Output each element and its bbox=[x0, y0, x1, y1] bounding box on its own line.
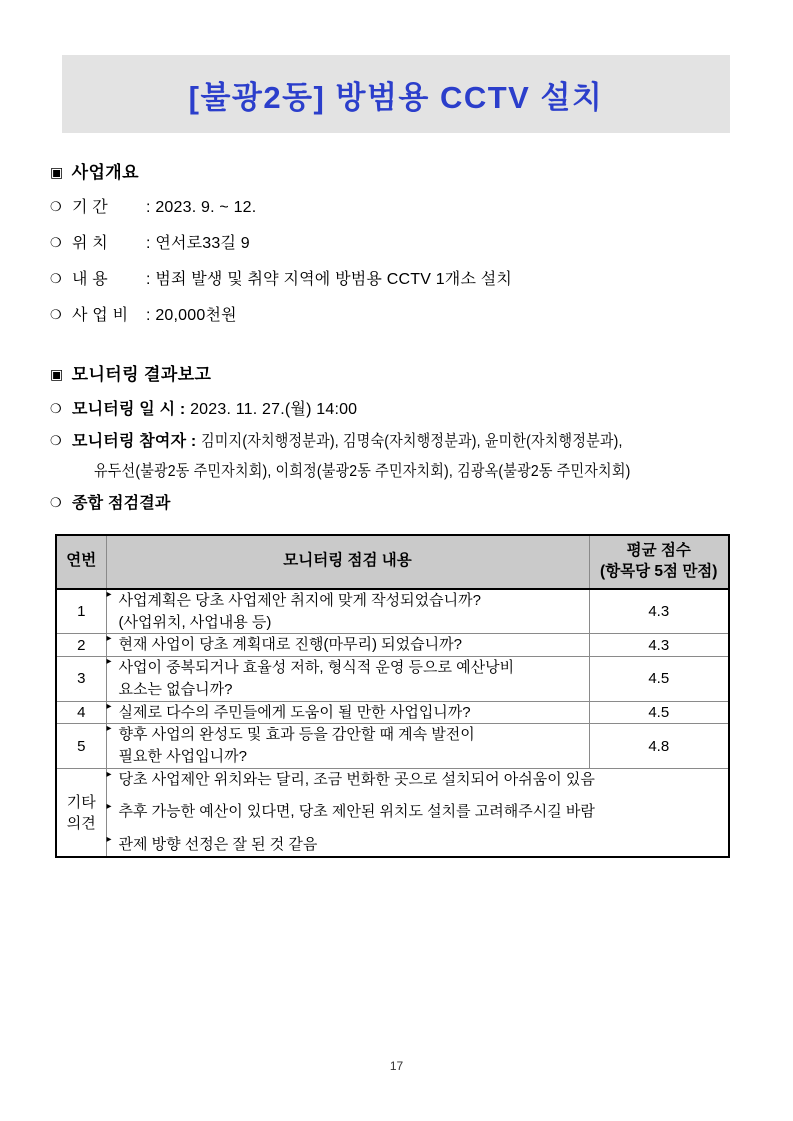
row-score: 4.5 bbox=[589, 701, 729, 724]
overview-item-budget bbox=[72, 302, 750, 325]
overview-label: 위 치 bbox=[72, 235, 108, 252]
circle-bullet-icon: ❍ bbox=[50, 401, 62, 416]
overview-separator: : bbox=[146, 271, 151, 288]
other-opinions-content bbox=[106, 768, 729, 857]
column-header-score-line2: (항목당 5점 만점) bbox=[600, 562, 718, 580]
opinion-item bbox=[107, 834, 729, 857]
overview-value: 2023. 9. ~ 12. bbox=[155, 199, 257, 216]
row-score: 4.3 bbox=[589, 634, 729, 657]
triangle-bullet-icon: ▸ bbox=[106, 768, 112, 780]
list-item bbox=[50, 302, 750, 325]
row-number: 1 bbox=[56, 589, 106, 634]
row-item bbox=[106, 657, 589, 702]
column-header-score-line1: 평균 점수 bbox=[626, 542, 691, 559]
monitoring-result-label: 종합 점검결과 bbox=[72, 495, 171, 512]
triangle-bullet-icon: ▸ bbox=[106, 801, 112, 813]
section-marker-icon: ▣ bbox=[50, 366, 64, 382]
page-number: 17 bbox=[389, 1059, 404, 1073]
table-row bbox=[56, 634, 729, 657]
monitoring-datetime bbox=[72, 396, 750, 419]
other-opinions-label bbox=[56, 768, 106, 857]
overview-separator: : bbox=[146, 199, 151, 216]
circle-bullet-icon: ❍ bbox=[50, 235, 62, 250]
list-item bbox=[50, 428, 750, 481]
table-row bbox=[56, 724, 729, 769]
opinion-item bbox=[107, 769, 729, 792]
circle-bullet-icon: ❍ bbox=[50, 271, 62, 286]
participants-line-1: 김미지(자치행정분과), 김명숙(자치행정분과), 윤미한(자치행정분과), bbox=[201, 433, 623, 450]
table-row-other-opinions bbox=[56, 768, 729, 857]
section-title-overview: 사업개요 bbox=[71, 163, 139, 182]
triangle-bullet-icon: ▸ bbox=[106, 833, 112, 845]
table-row bbox=[56, 589, 729, 634]
row-item bbox=[106, 701, 589, 724]
row-number: 3 bbox=[56, 657, 106, 702]
overview-value: 20,000천원 bbox=[155, 307, 237, 324]
row-item-subtext: 필요한 사업입니까? bbox=[118, 748, 247, 766]
section-marker-icon: ▣ bbox=[50, 164, 64, 180]
row-item-text: 실제로 다수의 주민들에게 도움이 될 만한 사업입니까? bbox=[118, 703, 471, 721]
overview-item-period bbox=[72, 194, 750, 217]
section-title-monitoring: 모니터링 결과보고 bbox=[71, 365, 212, 384]
participants-line-2: 유두선(불광2동 주민자치회), 이희정(불광2동 주민자치회), 김광옥(불광2동 주민자치회) bbox=[94, 463, 631, 480]
circle-bullet-icon: ❍ bbox=[50, 495, 62, 510]
column-header-score bbox=[589, 535, 729, 589]
row-item-text: 향후 사업의 완성도 및 효과 등을 감안할 때 계속 발전이 bbox=[118, 726, 475, 744]
row-item bbox=[106, 724, 589, 769]
row-score: 4.3 bbox=[589, 589, 729, 634]
overview-value: 범죄 발생 및 취약 지역에 방범용 CCTV 1개소 설치 bbox=[155, 271, 513, 288]
row-score: 4.8 bbox=[589, 724, 729, 769]
row-item bbox=[106, 634, 589, 657]
overview-separator: : bbox=[146, 307, 151, 324]
monitoring-results-table bbox=[55, 534, 730, 858]
column-header-item: 모니터링 점검 내용 bbox=[106, 535, 589, 589]
circle-bullet-icon: ❍ bbox=[50, 433, 62, 448]
table-row bbox=[56, 657, 729, 702]
triangle-bullet-icon: ▸ bbox=[106, 588, 112, 600]
list-item bbox=[50, 396, 750, 419]
triangle-bullet-icon: ▸ bbox=[106, 633, 112, 645]
other-opinions-label-line1: 기타 bbox=[66, 793, 96, 811]
opinion-item bbox=[107, 801, 729, 824]
table-row bbox=[56, 701, 729, 724]
overview-label: 기 간 bbox=[72, 199, 108, 216]
list-item bbox=[50, 490, 750, 513]
row-item-text: 현재 사업이 당초 계획대로 진행(마무리) 되었습니까? bbox=[118, 636, 462, 654]
overview-item-content bbox=[72, 266, 750, 289]
overview-item-location bbox=[72, 230, 750, 253]
section-monitoring bbox=[50, 360, 750, 522]
opinion-text: 추후 가능한 예산이 있다면, 당초 제안된 위치도 설치를 고려해주시길 바람 bbox=[118, 803, 595, 821]
row-item bbox=[106, 589, 589, 634]
list-item bbox=[50, 266, 750, 289]
opinion-text: 관제 방향 선정은 잘 된 것 같음 bbox=[118, 835, 318, 853]
overview-label: 내 용 bbox=[72, 271, 108, 288]
triangle-bullet-icon: ▸ bbox=[106, 656, 112, 668]
overview-label: 사 업 비 bbox=[72, 307, 129, 324]
table-header-row bbox=[56, 535, 729, 589]
monitoring-results-table-wrap bbox=[55, 534, 730, 858]
page-title: [불광2동] 방범용 CCTV 설치 bbox=[188, 79, 604, 115]
title-banner bbox=[62, 55, 730, 133]
monitoring-datetime-label: 모니터링 일 시 : bbox=[72, 401, 186, 418]
overview-list bbox=[50, 194, 750, 325]
row-number: 2 bbox=[56, 634, 106, 657]
row-item-text: 사업계획은 당초 사업제안 취지에 맞게 작성되었습니까? bbox=[118, 591, 481, 609]
participants-label: 모니터링 참여자 : bbox=[72, 433, 197, 450]
section-heading-monitoring bbox=[50, 360, 750, 385]
other-opinions-label-line2: 의견 bbox=[66, 814, 96, 832]
row-score: 4.5 bbox=[589, 657, 729, 702]
row-number: 4 bbox=[56, 701, 106, 724]
section-overview bbox=[50, 158, 750, 338]
monitoring-datetime-value: 2023. 11. 27.(월) 14:00 bbox=[190, 401, 358, 418]
section-heading-overview bbox=[50, 158, 750, 183]
overview-separator: : bbox=[146, 235, 151, 252]
row-number: 5 bbox=[56, 724, 106, 769]
row-item-subtext: (사업위치, 사업내용 등) bbox=[118, 613, 272, 631]
list-item bbox=[50, 230, 750, 253]
monitoring-list bbox=[50, 396, 750, 513]
overview-value: 연서로33길 9 bbox=[155, 235, 250, 252]
circle-bullet-icon: ❍ bbox=[50, 307, 62, 322]
monitoring-participants bbox=[72, 428, 750, 481]
row-item-text: 사업이 중복되거나 효율성 저하, 형식적 운영 등으로 예산낭비 bbox=[118, 659, 515, 677]
triangle-bullet-icon: ▸ bbox=[106, 700, 112, 712]
triangle-bullet-icon: ▸ bbox=[106, 723, 112, 735]
row-item-subtext: 요소는 없습니까? bbox=[118, 680, 233, 698]
opinion-text: 당초 사업제안 위치와는 달리, 조금 번화한 곳으로 설치되어 아쉬움이 있음 bbox=[118, 770, 595, 788]
circle-bullet-icon: ❍ bbox=[50, 199, 62, 214]
column-header-no: 연번 bbox=[56, 535, 106, 589]
list-item bbox=[50, 194, 750, 217]
